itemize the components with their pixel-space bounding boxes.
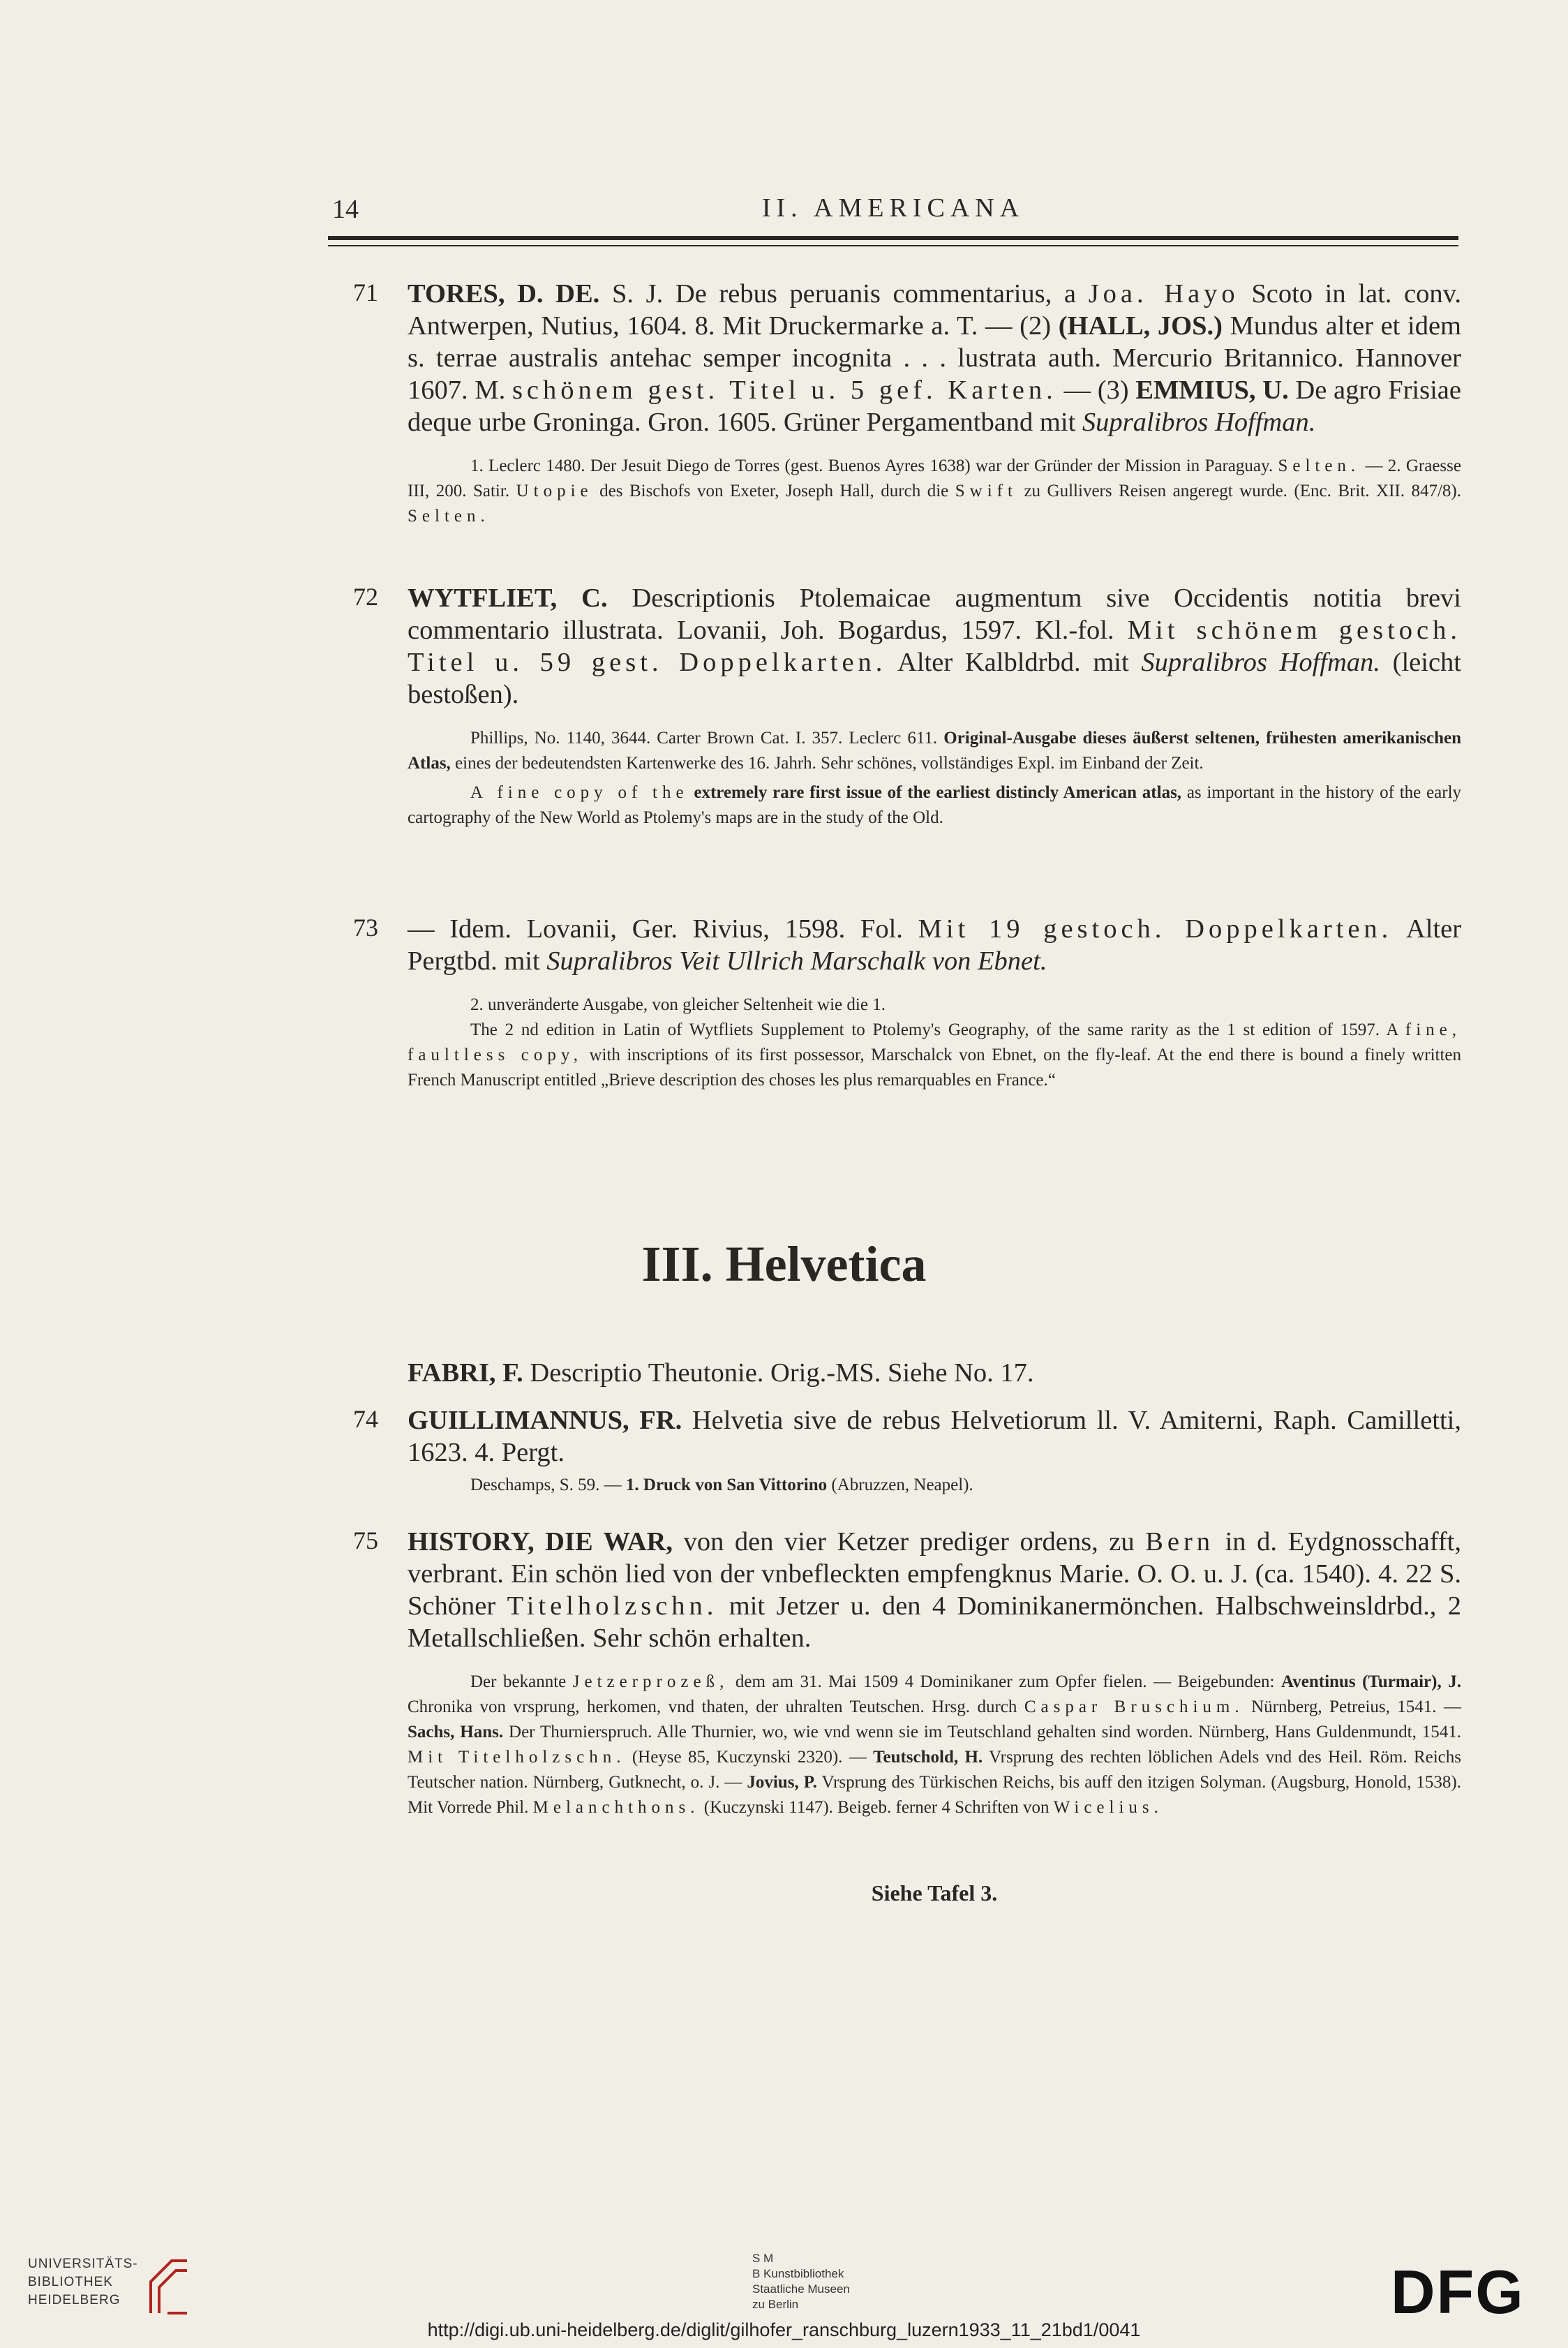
- university-library-logo[interactable]: [28, 2255, 138, 2310]
- text-run: in d. Eydgnosschafft, verbrant. Ein schön lied von der vnbefleckten empfengknus Marie. O. O. u. J. (ca. 1540). 4. 22 S. Schöner: [408, 1527, 1462, 1621]
- bold-text: TORES, D. DE.: [408, 279, 600, 309]
- text-run: Der Thurnierspruch. Alle Thurnier, wo, wie vnd wenn sie im Teutschland gehalten sind worden. Nürnberg, Hans Guldenmundt, 1541.: [503, 1723, 1461, 1741]
- entry-description: [408, 1404, 1461, 1469]
- bold-text: FABRI, F.: [408, 1358, 523, 1388]
- text-run: The 2 nd edition in Latin of Wytfliets Supplement to Ptolemy's Geography, of the same rarity as the 1 st edition of 1597. A: [470, 1020, 1405, 1039]
- spaced-text: Joa. Hayo: [1088, 279, 1239, 309]
- entry-note: [408, 726, 1461, 776]
- text-run: (leicht bestoßen).: [408, 648, 1461, 709]
- dfg-logo[interactable]: DFG: [1391, 2257, 1525, 2326]
- library-line: HEIDELBERG: [28, 2293, 121, 2308]
- entry-note: [408, 993, 1461, 1018]
- entry-description: [408, 582, 1461, 711]
- bold-text: Sachs, Hans.: [408, 1723, 504, 1741]
- entry-number: 73: [353, 914, 378, 942]
- catalog-entry: [353, 1404, 1461, 1498]
- bold-text: Original-Ausgabe dieses äußerst seltenen, frühesten amerikanischen Atlas,: [408, 729, 1461, 773]
- bold-text: Teutschold, H.: [873, 1748, 983, 1767]
- page-header: [328, 190, 1458, 232]
- smb-kunstbibliothek-logo[interactable]: [752, 2251, 850, 2312]
- spaced-text: Utopie: [516, 482, 593, 500]
- text-run: Phillips, No. 1140, 3644. Carter Brown Cat. I. 357. Leclerc 611.: [470, 729, 944, 748]
- library-line: UNIVERSITÄTS-: [28, 2257, 138, 2271]
- text-run: zu Gullivers Reisen angeregt wurde. (Enc. Brit. XII. 847/8).: [1017, 482, 1461, 500]
- text-run: 1. Leclerc 1480. Der Jesuit Diego de Torres (gest. Buenos Ayres 1638) war der Gründer der Mission in Paraguay.: [470, 456, 1278, 475]
- spaced-text: Titelholzschn.: [507, 1591, 718, 1621]
- bold-text: Jovius, P.: [747, 1773, 817, 1792]
- text-run: Descriptionis Ptolemaicae augmentum sive Occidentis notitia brevi commentario illustrata. Lovanii, Joh. Bogardus, 1597. Kl.-fol.: [408, 584, 1462, 645]
- text-run: (Heyse 85, Kuczynski 2320). —: [625, 1748, 874, 1767]
- page-number: 14: [332, 195, 359, 224]
- spaced-text: A fine copy of the: [470, 783, 689, 802]
- spaced-text: Swift: [955, 482, 1017, 500]
- entry-note-english: [408, 1018, 1461, 1093]
- header-rule-thin: [328, 245, 1458, 246]
- text-run: Chronika von vrsprung, herkomen, vnd thaten, der uhralten Teutschen. Hrsg. durch: [408, 1697, 1024, 1716]
- spaced-text: Caspar Bruschium.: [1024, 1697, 1244, 1716]
- spaced-text: Mit Titelholzschn.: [408, 1748, 626, 1767]
- spaced-text: Mit 19 gestoch. Doppelkarten.: [918, 914, 1393, 944]
- see-plate-reference: Siehe Tafel 3.: [871, 1880, 998, 1905]
- text-run: as important in the history of the early cartography of the New World as Ptolemy's maps are in the study of the Old.: [408, 783, 1462, 827]
- text-run: Alter Pergtbd. mit: [408, 914, 1462, 976]
- bold-text: GUILLIMANNUS, FR.: [408, 1406, 682, 1435]
- smb-line: S M: [752, 2252, 774, 2265]
- library-emblem-icon: [144, 2254, 193, 2317]
- text-run: Vrsprung des Türkischen Reichs, bis auff den itzigen Solyman. (Augsburg, Honold, 1538). Mit Vorrede Phil.: [408, 1773, 1461, 1817]
- permalink-url[interactable]: http://digi.ub.uni-heidelberg.de/diglit/gilhofer_ranschburg_luzern1933_11_21bd1/0041: [427, 2319, 1141, 2340]
- entry-note-english: [408, 780, 1461, 831]
- italic-text: Supralibros Veit Ullrich Marschalk von Ebnet.: [546, 946, 1047, 976]
- text-run: S. J. De rebus peruanis commentarius, a: [599, 279, 1089, 309]
- text-run: — Idem. Lovanii, Ger. Rivius, 1598. Fol.: [408, 914, 918, 944]
- text-run: mit Jetzer u. den 4 Dominikanermönchen. Halbschweinsldrbd., 2 Metallschließen. Sehr schön erhalten.: [408, 1591, 1461, 1653]
- spaced-text: Jetzerprozeß,: [572, 1672, 729, 1691]
- text-run: — 2. Graesse III, 200. Satir.: [408, 456, 1461, 500]
- bold-text: 1. Druck von San Vittorino: [625, 1476, 828, 1494]
- text-run: von den vier Ketzer prediger ordens, zu: [673, 1527, 1146, 1556]
- bold-text: EMMIUS, U.: [1135, 376, 1289, 405]
- section-heading: II. AMERICANA: [761, 193, 1025, 223]
- header-rule-thick: [328, 236, 1458, 240]
- text-run: Mundus alter et idem s. terrae australis antehac semper incognita . . . lustrata auth. Mercurio Britannico. Hannover 1607. M.: [408, 311, 1462, 405]
- spaced-text: Wicelius.: [1053, 1798, 1163, 1817]
- text-run: — (3): [1056, 376, 1136, 405]
- catalog-entry: [353, 582, 1462, 831]
- entry-note: [408, 1670, 1461, 1820]
- library-line: BIBLIOTHEK: [28, 2275, 113, 2289]
- smb-line: B Kunstbibliothek: [752, 2267, 844, 2280]
- smb-line: zu Berlin: [752, 2298, 799, 2311]
- catalog-entry: [353, 913, 1462, 1093]
- bold-text: WYTFLIET, C.: [408, 584, 608, 613]
- text-run: (Abruzzen, Neapel).: [827, 1476, 973, 1494]
- entry-number: 74: [353, 1405, 378, 1433]
- spaced-text: Melanchthons.: [532, 1798, 700, 1817]
- italic-text: Supralibros Hoffman.: [1141, 648, 1380, 677]
- text-run: eines der bedeutendsten Kartenwerke des 16. Jahrh. Sehr schönes, vollständiges Expl. im Einband der Zeit.: [450, 754, 1204, 773]
- text-run: Alter Kalbldrbd. mit: [886, 648, 1142, 677]
- catalog-entry: [353, 278, 1462, 529]
- bold-text: Aventinus (Turmair), J.: [1281, 1672, 1462, 1691]
- entry-description: [408, 1357, 1461, 1389]
- text-run: Helvetia sive de rebus Helvetiorum ll. V. Amiterni, Raph. Camilletti, 1623. 4. Pergt.: [408, 1406, 1461, 1467]
- entry-number: 72: [353, 583, 378, 611]
- text-run: des Bischofs von Exeter, Joseph Hall, durch die: [592, 482, 955, 500]
- bold-text: HISTORY, DIE WAR,: [408, 1527, 673, 1556]
- catalog-entry: [353, 1526, 1462, 1820]
- spaced-text: Selten.: [1278, 456, 1361, 475]
- entry-number: 75: [353, 1526, 378, 1554]
- text-run: Nürnberg, Petreius, 1541. —: [1244, 1697, 1461, 1716]
- text-run: Deschamps, S. 59. —: [470, 1476, 626, 1494]
- bold-text: (HALL, JOS.): [1058, 311, 1223, 341]
- smb-line: Staatliche Museen: [752, 2282, 850, 2296]
- spaced-text: schönem gest. Titel u. 5 gef. Karten.: [512, 376, 1057, 405]
- digitization-footer: [0, 2237, 1568, 2348]
- spaced-text: Mit schönem gestoch. Titel u. 59 gest. Doppelkarten.: [408, 616, 1461, 677]
- text-run: with inscriptions of its first possessor, Marschalck von Ebnet, on the fly-leaf. At the end there is bound a finely written French Manuscript entitled „Brieve description des choses les plus remarquables en France.“: [408, 1046, 1462, 1090]
- text-run: dem am 31. Mai 1509 4 Dominikaner zum Opfer fielen. — Beigebunden:: [729, 1672, 1282, 1691]
- entry-description: [408, 913, 1461, 977]
- spaced-text: fine, faultless copy,: [408, 1020, 1461, 1064]
- text-run: 2. unveränderte Ausgabe, von gleicher Seltenheit wie die 1.: [470, 995, 886, 1014]
- italic-text: Supralibros Hoffman.: [1082, 408, 1316, 437]
- text-run: Vrsprung des rechten löblichen Adels vnd des Heil. Röm. Reichs Teutscher nation. Nürnberg, Gutknecht, o. J. —: [408, 1748, 1461, 1792]
- text-run: Der bekannte: [470, 1672, 573, 1691]
- text-run: Scoto in lat. conv. Antwerpen, Nutius, 1604. 8. Mit Druckermarke a. T. — (2): [408, 279, 1462, 341]
- part-title: III. Helvetica: [641, 1236, 927, 1292]
- entry-description: [408, 278, 1461, 438]
- catalog-entry: [408, 1357, 1461, 1389]
- text-run: Descriptio Theutonie. Orig.-MS. Siehe No. 17.: [523, 1358, 1034, 1388]
- bold-text: extremely rare first issue of the earliest distincly American atlas,: [694, 783, 1182, 802]
- spaced-text: Bern: [1145, 1527, 1215, 1556]
- spaced-text: Selten.: [408, 507, 490, 526]
- entry-description: [408, 1526, 1461, 1654]
- entry-number: 71: [353, 278, 378, 306]
- entry-note: [408, 454, 1461, 529]
- entry-note: [408, 1473, 1461, 1498]
- text-run: De agro Frisiae deque urbe Groninga. Gron. 1605. Grüner Pergamentband mit: [408, 376, 1461, 437]
- text-run: (Kuczynski 1147). Beigeb. ferner 4 Schriften von: [699, 1798, 1054, 1817]
